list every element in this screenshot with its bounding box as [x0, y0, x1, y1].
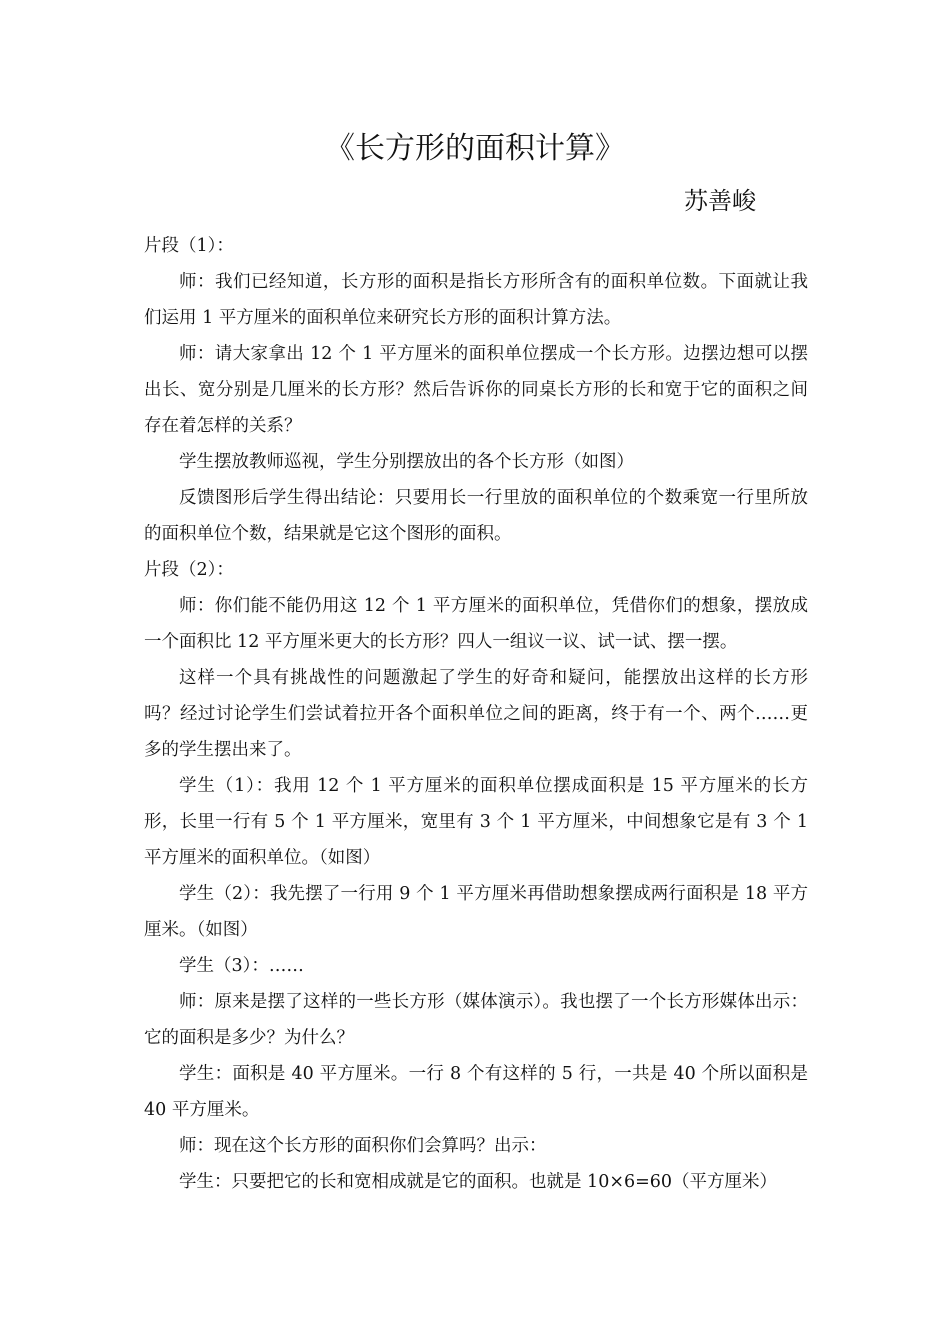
section-heading: 片段（1）：	[144, 236, 234, 256]
paragraph: 学生（1）：我用 12 个 1 平方厘米的面积单位摆成面积是 15 平方厘米的长方形，长里一行有 5 个 1 平方厘米，宽里有 3 个 1 平方厘米，中间想象它是有 3 个 1 平方厘米的面积单位。（如图）	[144, 776, 808, 868]
paragraph: 学生：面积是 40 平方厘米。一行 8 个有这样的 5 行，一共是 40 个所以面积是 40 平方厘米。	[144, 1064, 808, 1120]
section-heading: 片段（2）：	[144, 560, 234, 580]
paragraph: 学生摆放教师巡视，学生分别摆放出的各个长方形（如图）	[179, 452, 634, 472]
document-body	[144, 228, 808, 1200]
paragraph: 师：原来是摆了这样的一些长方形（媒体演示）。我也摆了一个长方形媒体出示：它的面积是多少？为什么？	[144, 992, 808, 1048]
paragraph: 师：请大家拿出 12 个 1 平方厘米的面积单位摆成一个长方形。边摆边想可以摆出长、宽分别是几厘米的长方形？然后告诉你的同桌长方形的长和宽于它的面积之间存在着怎样的关系？	[144, 344, 808, 436]
document-author: 苏善峻	[684, 187, 756, 215]
paragraph: 反馈图形后学生得出结论：只要用长一行里放的面积单位的个数乘宽一行里所放的面积单位个数，结果就是它这个图形的面积。	[144, 488, 808, 544]
paragraph: 这样一个具有挑战性的问题激起了学生的好奇和疑问，能摆放出这样的长方形吗？经过讨论学生们尝试着拉开各个面积单位之间的距离，终于有一个、两个……更多的学生摆出来了。	[144, 668, 808, 760]
paragraph: 师：你们能不能仍用这 12 个 1 平方厘米的面积单位，凭借你们的想象，摆放成一个面积比 12 平方厘米更大的长方形？四人一组议一议、试一试、摆一摆。	[144, 596, 808, 652]
document-title: 《长方形的面积计算》	[325, 131, 625, 166]
paragraph: 学生：只要把它的长和宽相成就是它的面积。也就是 10×6=60（平方厘米）	[179, 1172, 778, 1192]
paragraph: 学生（2）：我先摆了一行用 9 个 1 平方厘米再借助想象摆成两行面积是 18 平方厘米。（如图）	[144, 884, 808, 940]
paragraph: 师：我们已经知道，长方形的面积是指长方形所含有的面积单位数。下面就让我们运用 1 平方厘米的面积单位来研究长方形的面积计算方法。	[144, 272, 808, 328]
paragraph: 学生（3）：……	[179, 956, 304, 976]
paragraph: 师：现在这个长方形的面积你们会算吗？出示：	[179, 1136, 547, 1156]
